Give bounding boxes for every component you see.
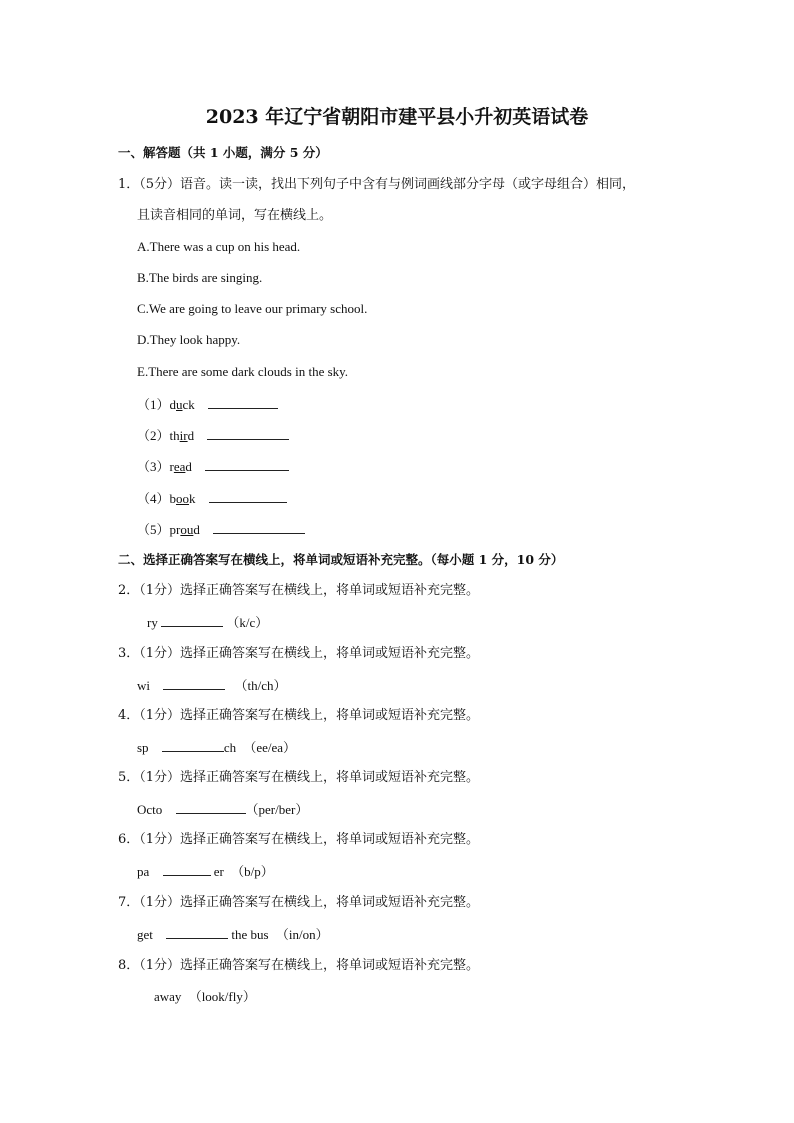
answer-blank[interactable] [208,395,278,409]
q1-item-3 [137,457,289,476]
q1-stem-line1: 1．（5分）语音。读一读，找出下列句子中含有与例词画线部分字母（或字母组合）相同， [118,177,636,192]
word-part: ch [223,740,237,755]
q1-option-c: C.We are going to leave our primary school. [137,301,368,316]
item-number: （3） [137,459,170,474]
word-part: pr [169,522,181,537]
q1-item-1 [137,395,278,414]
answer-blank[interactable] [162,738,224,752]
exam-title: 2023 年辽宁省朝阳市建平县小升初英语试卷 [205,106,589,128]
q7-stem: 7．（1分）选择正确答案写在横线上，将单词或短语补充完整。 [118,895,480,910]
answer-blank[interactable] [176,800,246,814]
word-part: ry [147,615,158,630]
choice-hint: （in/on） [275,927,329,942]
word-part: ck [182,397,195,412]
choice-hint: （th/ch） [234,678,287,693]
choice-hint: （ee/ea） [243,740,297,755]
q1-option-d: D.They look happy. [137,332,241,347]
q1-item-5 [137,520,305,539]
q4-answer-line [137,738,296,757]
q1-item-2 [137,426,289,445]
q3-stem: 3．（1分）选择正确答案写在横线上，将单词或短语补充完整。 [118,646,480,661]
word-part: th [169,428,180,443]
item-number: （4） [137,491,170,506]
word-part: r [169,459,174,474]
q1-item-4 [137,489,287,508]
item-number: （5） [137,522,170,537]
section1-heading: 一、解答题（共 1 小题，满分 5 分） [118,145,328,160]
word-part: away [154,989,182,1004]
word-part: er [213,864,224,879]
word-part: sp [137,740,149,755]
choice-hint: （k/c） [226,615,269,630]
q4-stem: 4．（1分）选择正确答案写在横线上，将单词或短语补充完整。 [118,708,480,723]
word-part: d [187,428,195,443]
word-part: pa [137,864,150,879]
choice-hint: （b/p） [231,864,274,879]
word-part: d [185,459,192,474]
q3-answer-line [137,676,287,695]
q2-answer-line [147,613,268,632]
q8-stem: 8．（1分）选择正确答案写在横线上，将单词或短语补充完整。 [118,958,480,973]
word-part: b [169,491,177,506]
q7-answer-line [137,925,329,944]
q6-stem: 6．（1分）选择正确答案写在横线上，将单词或短语补充完整。 [118,832,480,847]
word-part: Octo [137,802,163,817]
q1-stem-line2: 且读音相同的单词，写在横线上。 [137,208,333,223]
word-part: get [137,927,153,942]
answer-blank[interactable] [163,862,211,876]
item-number: （2） [137,428,170,443]
choice-hint: （per/ber） [245,802,309,817]
answer-blank[interactable] [207,426,289,440]
word-underlined-part: oo [176,491,190,506]
choice-hint: （look/fly） [188,989,256,1004]
word-part: d [193,522,200,537]
q5-answer-line [137,800,308,819]
word-underlined-part: ir [179,428,188,443]
q1-option-a: A.There was a cup on his head. [137,239,301,254]
word-underlined-part: u [176,397,183,412]
word-part: k [189,491,196,506]
answer-blank[interactable] [161,613,223,627]
section2-heading: 二、选择正确答案写在横线上，将单词或短语补充完整。（每小题 1 分，10 分） [118,552,564,567]
q2-stem: 2．（1分）选择正确答案写在横线上，将单词或短语补充完整。 [118,583,480,598]
q8-answer-line [154,988,256,1006]
answer-blank[interactable] [163,676,225,690]
answer-blank[interactable] [213,520,305,534]
q1-option-b: B.The birds are singing. [137,270,263,285]
word-underlined-part: ea [173,459,186,474]
answer-blank[interactable] [205,457,289,471]
item-number: （1） [137,397,170,412]
word-underlined-part: ou [180,522,194,537]
q5-stem: 5．（1分）选择正确答案写在横线上，将单词或短语补充完整。 [118,770,480,785]
answer-blank[interactable] [166,925,228,939]
word-part: d [169,397,177,412]
answer-blank[interactable] [209,489,287,503]
word-part: wi [137,678,150,693]
q1-option-e: E.There are some dark clouds in the sky. [137,364,349,379]
word-part: the bus [231,927,269,942]
q6-answer-line [137,862,274,881]
